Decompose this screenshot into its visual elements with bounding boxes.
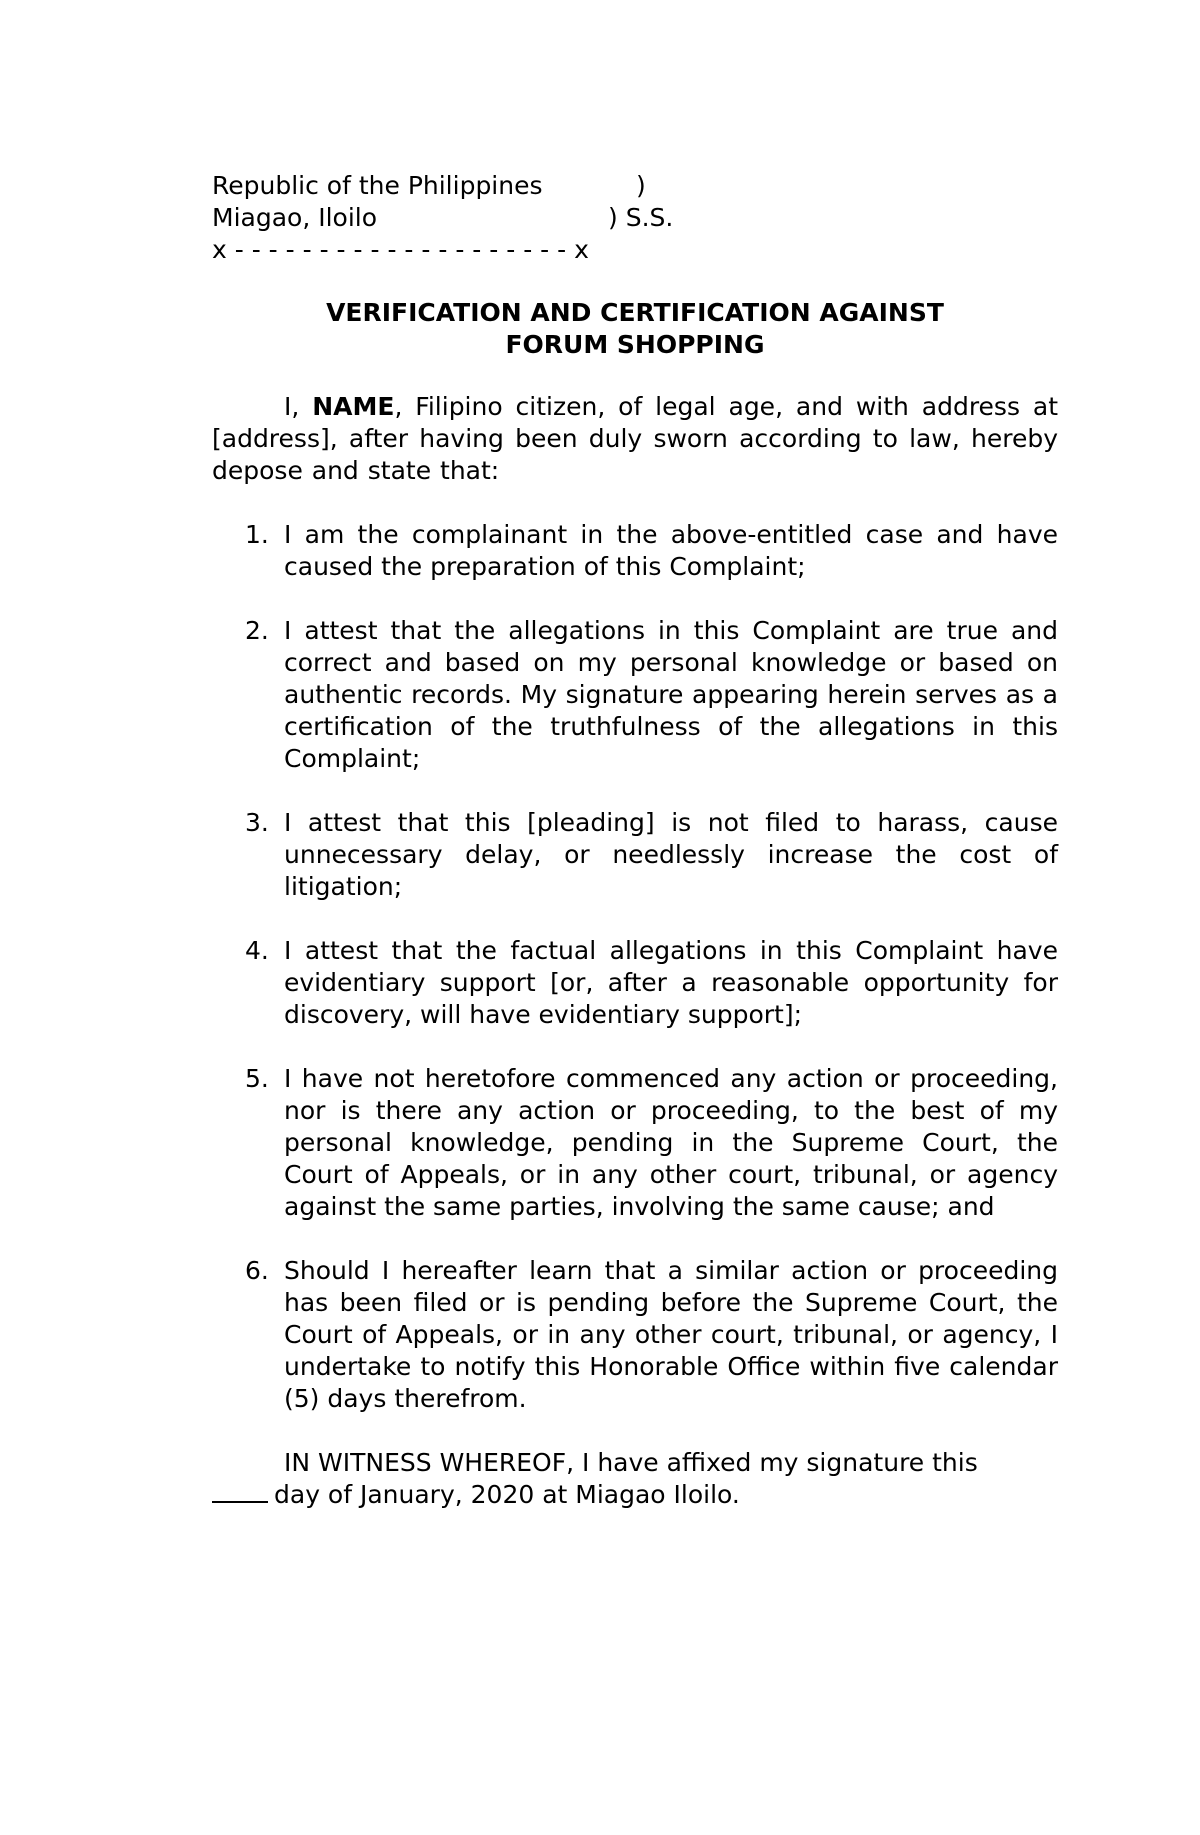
affiant-name: NAME — [312, 392, 395, 421]
list-item — [212, 615, 1058, 775]
witness-paragraph — [212, 1447, 1058, 1511]
item-number: 2. — [245, 616, 269, 645]
item-number: 3. — [245, 808, 269, 837]
item-text: Should I hereafter learn that a similar action or proceeding has been filed or is pending before the Supreme Court, the Court of Appeals, or in any other court, tribunal, or agency, I undertake to notify this Honorable Office within five calendar (5) days therefrom. — [284, 1256, 1058, 1413]
list-item — [212, 935, 1058, 1031]
title-line-2: FORUM SHOPPING — [505, 330, 765, 359]
list-item — [212, 807, 1058, 903]
venue-separator: x - - - - - - - - - - - - - - - - - - - - x — [212, 235, 589, 264]
allegations-list — [212, 519, 1058, 1415]
item-number: 5. — [245, 1064, 269, 1093]
document-page — [212, 170, 1058, 1536]
document-title — [212, 297, 1058, 361]
list-item — [212, 519, 1058, 583]
venue-paren: ) — [636, 171, 646, 200]
intro-prefix: I, — [284, 392, 313, 421]
item-number: 6. — [245, 1256, 269, 1285]
intro-paragraph — [212, 391, 1058, 487]
date-blank-line — [212, 1479, 268, 1503]
witness-text-2: day of January, 2020 at Miagao Iloilo. — [274, 1480, 740, 1509]
item-number: 1. — [245, 520, 269, 549]
list-item — [212, 1255, 1058, 1415]
intro-text: , Filipino citizen, of legal age, and with address at [address], after having been duly sworn according to law, hereby depose and state that: — [212, 392, 1058, 485]
venue-ss: ) S.S. — [608, 203, 674, 232]
title-line-1: VERIFICATION AND CERTIFICATION AGAINST — [326, 298, 944, 327]
item-text: I have not heretofore commenced any action or proceeding, nor is there any action or proceeding, to the best of my personal knowledge, pending in the Supreme Court, the Court of Appeals, or in any other court, tribunal, or agency against the same parties, involving the same cause; and — [284, 1064, 1058, 1221]
item-text: I am the complainant in the above-entitled case and have caused the preparation of this Complaint; — [284, 520, 1058, 581]
venue-municipality: Miagao, Iloilo — [212, 203, 378, 232]
venue-line-1 — [212, 170, 1058, 202]
venue-line-2 — [212, 202, 1058, 234]
witness-text-1: IN WITNESS WHEREOF, I have affixed my signature this — [284, 1448, 978, 1477]
item-number: 4. — [245, 936, 269, 965]
list-item — [212, 1063, 1058, 1223]
item-text: I attest that this [pleading] is not filed to harass, cause unnecessary delay, or needlessly increase the cost of litigation; — [284, 808, 1058, 901]
item-text: I attest that the factual allegations in this Complaint have evidentiary support [or, after a reasonable opportunity for discovery, will have evidentiary support]; — [284, 936, 1058, 1029]
item-text: I attest that the allegations in this Complaint are true and correct and based on my personal knowledge or based on authentic records. My signature appearing herein serves as a certification of the truthfulness of the allegations in this Complaint; — [284, 616, 1058, 773]
venue-country: Republic of the Philippines — [212, 171, 543, 200]
